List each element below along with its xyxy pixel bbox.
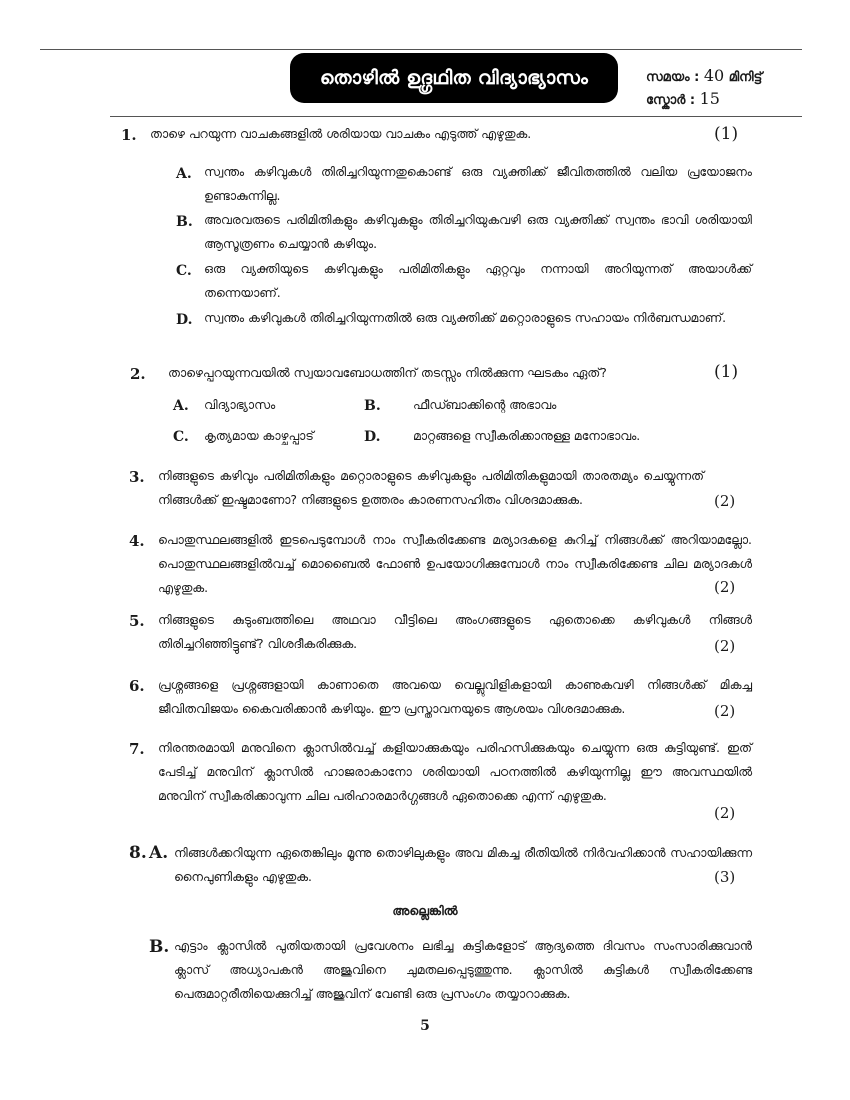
question-text: നിരന്തരമായി മനുവിനെ ക്ലാസിൽവച്ച് കളിയാക്കുകയും പരിഹസിക്കുകയും ചെയ്യുന്ന ഒരു കുട്ടിയുണ്ട്. ഇത് പേടിച്ച് മനുവിന് ക്ലാസിൽ ഹാജരാകാനോ ശരിയായി പഠനത്തിൽ കഴിയുന്നില്ല ഈ അവസ്ഥയിൽ മനുവിന് സ്വീകരിക്കാവുന്ന ചില പരിഹാരമാർഗ്ഗങ്ങൾ ഏതൊക്കെ എന്ന് എഴുതുക.	[158, 740, 752, 803]
option-label: C.	[173, 429, 189, 445]
question-text: താഴെപ്പറയുന്നവയിൽ സ്വയാവബോധത്തിന് തടസ്സം നിൽക്കുന്ന ഘടകം ഏത്?	[168, 365, 607, 380]
question-number: 5.	[129, 612, 145, 630]
question-number: 4.	[129, 532, 145, 550]
question-marks: (2)	[714, 578, 736, 596]
header-bottom-rule	[110, 116, 802, 117]
time-label: സമയം :	[646, 70, 704, 85]
score-value: 15	[699, 89, 720, 108]
option-label: A.	[176, 166, 192, 182]
page-title: തൊഴിൽ ഉദ്ഗ്രഥിത വിദ്യാഭ്യാസം	[292, 55, 616, 101]
question-marks: (2)	[714, 804, 736, 822]
option-label: B.	[176, 214, 193, 230]
time-info	[646, 66, 762, 85]
option-label: B.	[364, 398, 381, 414]
question-number: 6.	[129, 677, 145, 695]
question-text: പൊതുസ്ഥലങ്ങളിൽ ഇടപെടുമ്പോൾ നാം സ്വീകരിക്കേണ്ട മര്യാദകളെ കുറിച്ച് നിങ്ങൾക്ക് അറിയാമല്ലോ. പൊതുസ്ഥലങ്ങളിൽവച്ച് മൊബൈൽ ഫോൺ ഉപയോഗിക്കുമ്പോൾ നാം സ്വീകരിക്കേണ്ട ചില മര്യാദകൾ എഴുതുക.	[158, 532, 752, 595]
question-text: പ്രശ്നങ്ങളെ പ്രശ്നങ്ങളായി കാണാതെ അവയെ വെല്ലുവിളികളായി കാണുകവഴി നിങ്ങൾക്ക് മികച്ച ജീവിതവിജയം കൈവരിക്കാൻ കഴിയും. ഈ പ്രസ്താവനയുടെ ആശയം വിശദമാക്കുക.	[158, 677, 752, 716]
option-text: സ്വന്തം കഴിവുകൾ തിരിച്ചറിയുന്നതുകൊണ്ട് ഒരു വ്യക്തിക്ക് ജീവിതത്തിൽ വലിയ പ്രയോജനം ഉണ്ടാകുന്നില്ല.	[204, 164, 752, 203]
time-value: 40	[703, 66, 725, 85]
question-marks: (2)	[714, 492, 736, 510]
score-info	[646, 89, 720, 108]
top-rule	[40, 49, 802, 50]
time-unit: മിനിട്ട്	[724, 70, 763, 85]
question-text: എട്ടാം ക്ലാസിൽ പുതിയതായി പ്രവേശനം ലഭിച്ച കുട്ടികളോട് ആദ്യത്തെ ദിവസം സംസാരിക്കുവാൻ ക്ലാസ് അധ്യാപകൻ അജുവിനെ ചുമതലപ്പെടുത്തുന്നു. ക്ലാസിൽ കുട്ടികൾ സ്വീകരിക്കേണ്ട പെരുമാറ്റരീതിയെക്കുറിച്ച് അജുവിന് വേണ്ടി ഒരു പ്രസംഗം തയ്യാറാക്കുക.	[174, 938, 752, 1001]
question-marks: (2)	[714, 637, 736, 655]
option-label: B.	[149, 937, 170, 957]
option-label: A.	[149, 843, 169, 863]
question-number: 8.	[129, 843, 147, 863]
option-text: കൃത്യമായ കാഴ്ചപ്പാട്	[204, 428, 314, 443]
question-text: നിങ്ങളുടെ കഴിവും പരിമിതികളും മറ്റൊരാളുടെ കഴിവുകളും പരിമിതികളുമായി താരതമ്യം ചെയ്യുന്നത് നിങ്ങൾക്ക് ഇഷ്ടമാണോ? നിങ്ങളുടെ ഉത്തരം കാരണസഹിതം വിശദമാക്കുക.	[158, 468, 704, 507]
question-marks: (3)	[714, 868, 736, 886]
question-number: 1.	[121, 126, 137, 144]
option-label: C.	[176, 263, 192, 279]
question-marks: (1)	[714, 362, 739, 382]
question-text: നിങ്ങളുടെ കുടുംബത്തിലെ അഥവാ വീട്ടിലെ അംഗങ്ങളുടെ ഏതൊക്കെ കഴിവുകൾ നിങ്ങൾ തിരിച്ചറിഞ്ഞിട്ടുണ്ട്? വിശദീകരിക്കുക.	[158, 612, 752, 651]
question-text: താഴെ പറയുന്ന വാചകങ്ങളിൽ ശരിയായ വാചകം എടുത്ത് എഴുതുക.	[150, 126, 532, 141]
option-label: D.	[176, 312, 193, 328]
option-text: മാറ്റങ്ങളെ സ്വീകരിക്കാനുള്ള മനോഭാവം.	[413, 428, 641, 443]
question-marks: (1)	[714, 124, 739, 144]
option-text: സ്വന്തം കഴിവുകൾ തിരിച്ചറിയുന്നതിൽ ഒരു വ്യക്തിക്ക് മറ്റൊരാളുടെ സഹായം നിർബന്ധമാണ്.	[204, 310, 727, 325]
question-number: 2.	[130, 365, 146, 383]
option-text: അവരവരുടെ പരിമിതികളും കഴിവുകളും തിരിച്ചറിയുകവഴി ഒരു വ്യക്തിക്ക് സ്വന്തം ഭാവി ശരിയായി ആസൂത്രണം ചെയ്യാൻ കഴിയും.	[204, 212, 752, 251]
option-text: വിദ്യാഭ്യാസം	[204, 397, 276, 412]
option-text: ഫീഡ്ബാക്കിന്റെ അഭാവം	[413, 397, 557, 412]
question-number: 3.	[129, 468, 145, 486]
option-label: D.	[364, 429, 381, 445]
option-label: A.	[173, 398, 189, 414]
question-number: 7.	[129, 740, 145, 758]
question-marks: (2)	[714, 702, 736, 720]
question-text: നിങ്ങൾക്കറിയുന്ന ഏതെങ്കിലും മൂന്നു തൊഴിലുകളും അവ മികച്ച രീതിയിൽ നിർവഹിക്കാൻ സഹായിക്കുന്ന നൈപുണികളും എഴുതുക.	[174, 845, 752, 884]
option-text: ഒരു വ്യക്തിയുടെ കഴിവുകളും പരിമിതികളും ഏറ്റവും നന്നായി അറിയുന്നത് അയാൾക്ക് തന്നെയാണ്.	[204, 261, 752, 300]
or-heading: അല്ലെങ്കിൽ	[392, 903, 458, 918]
score-label: സ്കോർ :	[646, 93, 700, 108]
page-number: 5	[420, 1018, 430, 1034]
